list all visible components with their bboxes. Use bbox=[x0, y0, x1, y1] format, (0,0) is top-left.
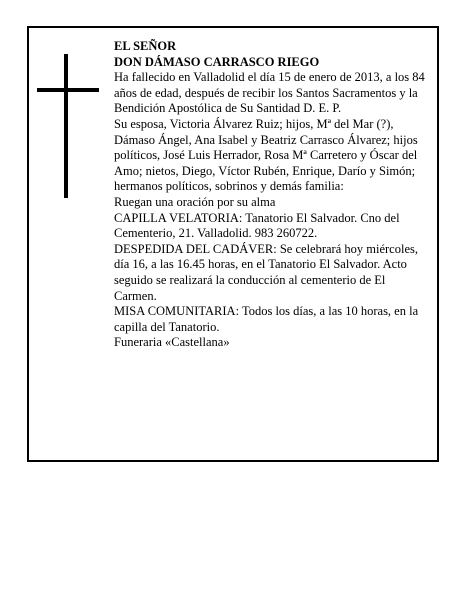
notice-funeral-home: Funeraria «Castellana» bbox=[114, 335, 230, 350]
cross-icon bbox=[37, 54, 99, 198]
cross-horizontal-bar bbox=[37, 88, 99, 92]
notice-prayer-line: Ruegan una oración por su alma bbox=[114, 194, 276, 209]
notice-mass-paragraph: MISA COMUNITARIA: Todos los días, a las 10 horas, en la capilla del Tanatorio. bbox=[114, 304, 419, 334]
notice-family-paragraph: Su esposa, Victoria Álvarez Ruiz; hijos, Mª del Mar (?), Dámaso Ángel, Ana Isabel y Beatriz Carrasco Álvarez; hijos políticos, José Luis Herrador, Rosa Mª Carretero y Óscar del Amo; nietos, Diego, Víctor Rubén, Enrique, Darío y Simón; hermanos políticos, sobrinos y demás familia: bbox=[114, 116, 418, 194]
obituary-text bbox=[114, 39, 428, 351]
notice-heading-name: DON DÁMASO CARRASCO RIEGO bbox=[114, 54, 320, 69]
cross-vertical-bar bbox=[64, 54, 68, 198]
notice-chapel-paragraph: CAPILLA VELATORIA: Tanatorio El Salvador. Cno del Cementerio, 21. Valladolid. 983 260722. bbox=[114, 210, 400, 241]
notice-farewell-paragraph: DESPEDIDA DEL CADÁVER: Se celebrará hoy miércoles, día 16, a las 16.45 horas, en el Tanatorio El Salvador. Acto seguido se realizará la conducción al cementerio de El Carmen. bbox=[114, 241, 418, 303]
notice-heading-title: EL SEÑOR bbox=[114, 39, 177, 53]
notice-death-paragraph: Ha fallecido en Valladolid el día 15 de enero de 2013, a los 84 años de edad, después de recibir los Santos Sacramentos y la Bendición Apostólica de Su Santidad D. E. P. bbox=[114, 70, 425, 116]
